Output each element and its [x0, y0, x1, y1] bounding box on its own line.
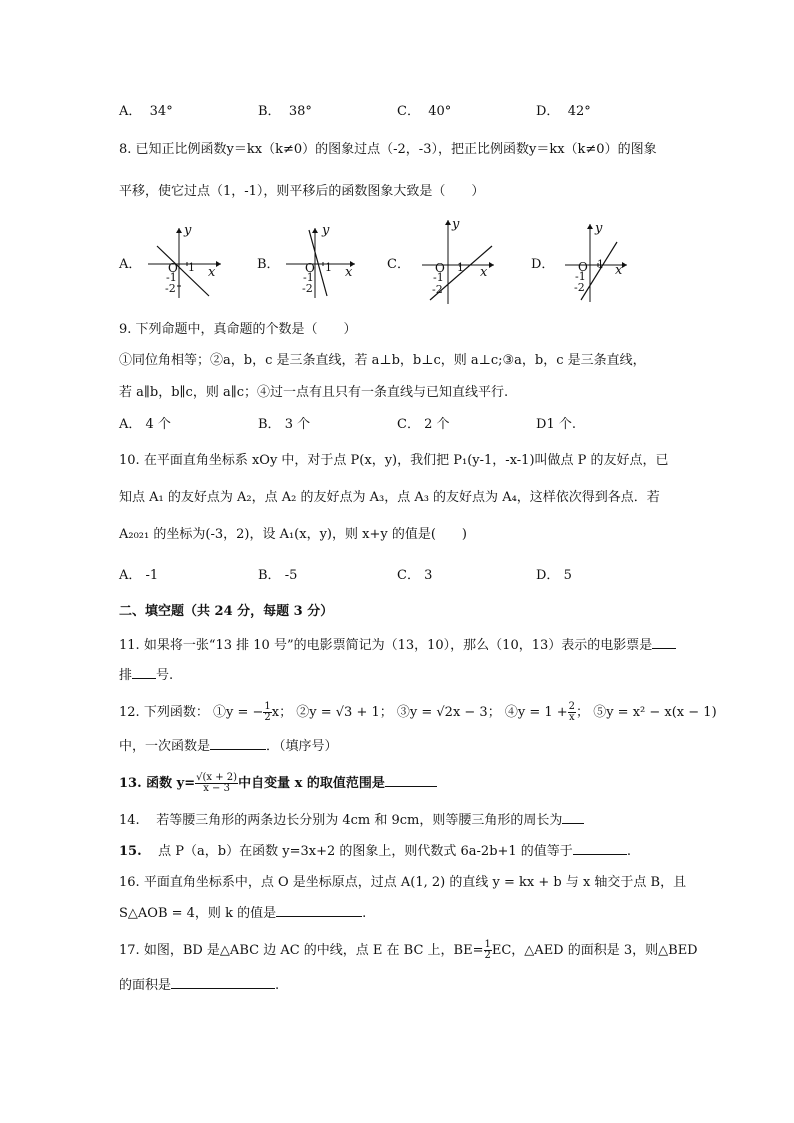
q11-line2: 排 号.	[119, 668, 174, 683]
q8-stem-line2: 平移，使它过点（1，-1），则平移后的函数图象大致是（ ）	[119, 184, 485, 199]
q9-line2: 若 a∥b，b∥c，则 a∥c；④过一点有且只有一条直线与已知直线平行.	[119, 385, 509, 400]
q11-blank-seat[interactable]	[132, 666, 156, 679]
q8-option-b-label: B．	[257, 257, 280, 272]
q17-line1: 17. 如图，BD 是△ABC 边 AC 的中线，点 E 在 BC 上，BE= $\frac{1}{2}$ EC，△AED 的面积是 3，则△BED	[119, 939, 698, 961]
q8-b-neg1: -1	[303, 271, 314, 284]
q17-line2: 的面积是 .	[119, 978, 280, 993]
q8-stem-line1: 8. 已知正比例函数y＝kx（k≠0）的图象过点（-2，-3），把正比例函数y＝kx（k≠0）的图象	[119, 142, 657, 157]
q8-d-origin: O	[578, 260, 588, 274]
q12-blank[interactable]	[210, 737, 266, 750]
q9-stem: 9. 下列命题中，真命题的个数是（ ）	[119, 322, 357, 337]
q7-option-b: B． 38°	[258, 104, 312, 119]
q7-option-c: C． 40°	[397, 104, 452, 119]
q9-option-a: A． 4 个	[119, 417, 171, 432]
q8-c-neg2: -2	[432, 283, 443, 296]
q8-a-origin: O	[168, 261, 178, 275]
q9-option-c: C． 2 个	[397, 417, 450, 432]
q16-line2: S△AOB = 4，则 k 的值是 .	[119, 906, 367, 921]
q13-blank[interactable]	[385, 774, 437, 787]
q8-a-one: 1	[188, 261, 195, 274]
q9-option-d: D1 个.	[536, 417, 576, 432]
q10-option-c: C． 3	[397, 568, 433, 583]
q7-option-a: A． 34°	[119, 104, 173, 119]
q11-blank-row[interactable]	[652, 636, 676, 649]
q9-option-b: B． 3 个	[258, 417, 311, 432]
q8-option-a-label: A．	[119, 257, 142, 272]
q8-a-neg2: -2	[165, 282, 176, 295]
q8-b-one: 1	[325, 261, 332, 274]
q14-blank[interactable]	[562, 811, 584, 824]
q17-blank[interactable]	[171, 976, 275, 989]
q9-line1: ①同位角相等；②a，b，c 是三条直线，若 a⊥b，b⊥c，则 a⊥c;③a，b，c 是三条直线，	[119, 353, 646, 368]
section-title-fill-in: 二、填空题（共 24 分，每题 3 分）	[119, 604, 334, 619]
q11-line1: 11. 如果将一张“13 排 10 号”的电影票简记为（13，10），那么（10，13）表示的电影票是	[119, 636, 676, 655]
q8-c-neg1: -1	[433, 271, 444, 284]
q8-c-one: 1	[457, 261, 464, 274]
q15-blank[interactable]	[573, 842, 627, 855]
q8-a-neg1: -1	[166, 271, 177, 284]
q8-d-one: 1	[597, 258, 604, 271]
q10-option-d: D． 5	[536, 568, 572, 583]
q8-option-d-label: D．	[531, 257, 555, 272]
q14-line: 14. 若等腰三角形的两条边长分别为 4cm 和 9cm，则等腰三角形的周长为	[119, 811, 584, 830]
q8-b-y-label: y	[322, 223, 330, 238]
q8-c-x-label: x	[480, 265, 488, 280]
q8-d-y-label: y	[595, 221, 603, 236]
q16-blank[interactable]	[276, 904, 362, 917]
q16-line1: 16. 平面直角坐标系中，点 O 是坐标原点，过点 A(1, 2) 的直线 y = kx + b 与 x 轴交于点 B，且	[119, 875, 687, 890]
q8-b-neg2: -2	[302, 282, 313, 295]
q7-option-d: D． 42°	[536, 104, 591, 119]
q13-line: 13. 函数 y= $\frac{√(x + 2)}{x - 3}$ 中自变量 x 的取值范围是	[119, 773, 437, 794]
q8-c-y-label: y	[452, 217, 460, 232]
q8-c-origin: O	[435, 261, 445, 275]
q8-a-x-label: x	[208, 265, 216, 280]
q10-option-b: B． -5	[258, 568, 298, 583]
q10-line1: 10. 在平面直角坐标系 xOy 中，对于点 P(x，y)，我们把 P₁(y-1，-x-1)叫做点 P 的友好点，已	[119, 453, 669, 468]
q10-line2: 知点 A₁ 的友好点为 A₂，点 A₂ 的友好点为 A₃，点 A₃ 的友好点为 A₄，这样依次得到各点．若	[119, 490, 660, 505]
q8-a-y-label: y	[184, 223, 192, 238]
q15-line: 15. 点 P（a，b）在函数 y=3x+2 的图象上，则代数式 6a-2b+1 的值等于 .	[119, 844, 631, 859]
q8-b-x-label: x	[345, 265, 353, 280]
q10-line3: A₂₀₂₁ 的坐标为(-3，2)，设 A₁(x，y)，则 x+y 的值是( )	[119, 527, 467, 542]
q12-line1: 12. 下列函数： ①y = − $\frac{1}{2}$ x； ②y = √3 + 1； ③y = √2x − 3； ④y = 1 + $\frac{2}{x}$ ； ⑤y = x² − x(x − 1)	[119, 701, 717, 723]
q8-b-origin: O	[305, 261, 315, 275]
q8-d-neg1: -1	[575, 270, 586, 283]
q10-option-a: A． -1	[119, 568, 159, 583]
q8-d-x-label: x	[615, 263, 623, 278]
q12-line2: 中，一次函数是 ．（填序号）	[119, 739, 338, 754]
q8-d-neg2: -2	[574, 281, 585, 294]
q8-option-c-label: C．	[387, 257, 410, 272]
